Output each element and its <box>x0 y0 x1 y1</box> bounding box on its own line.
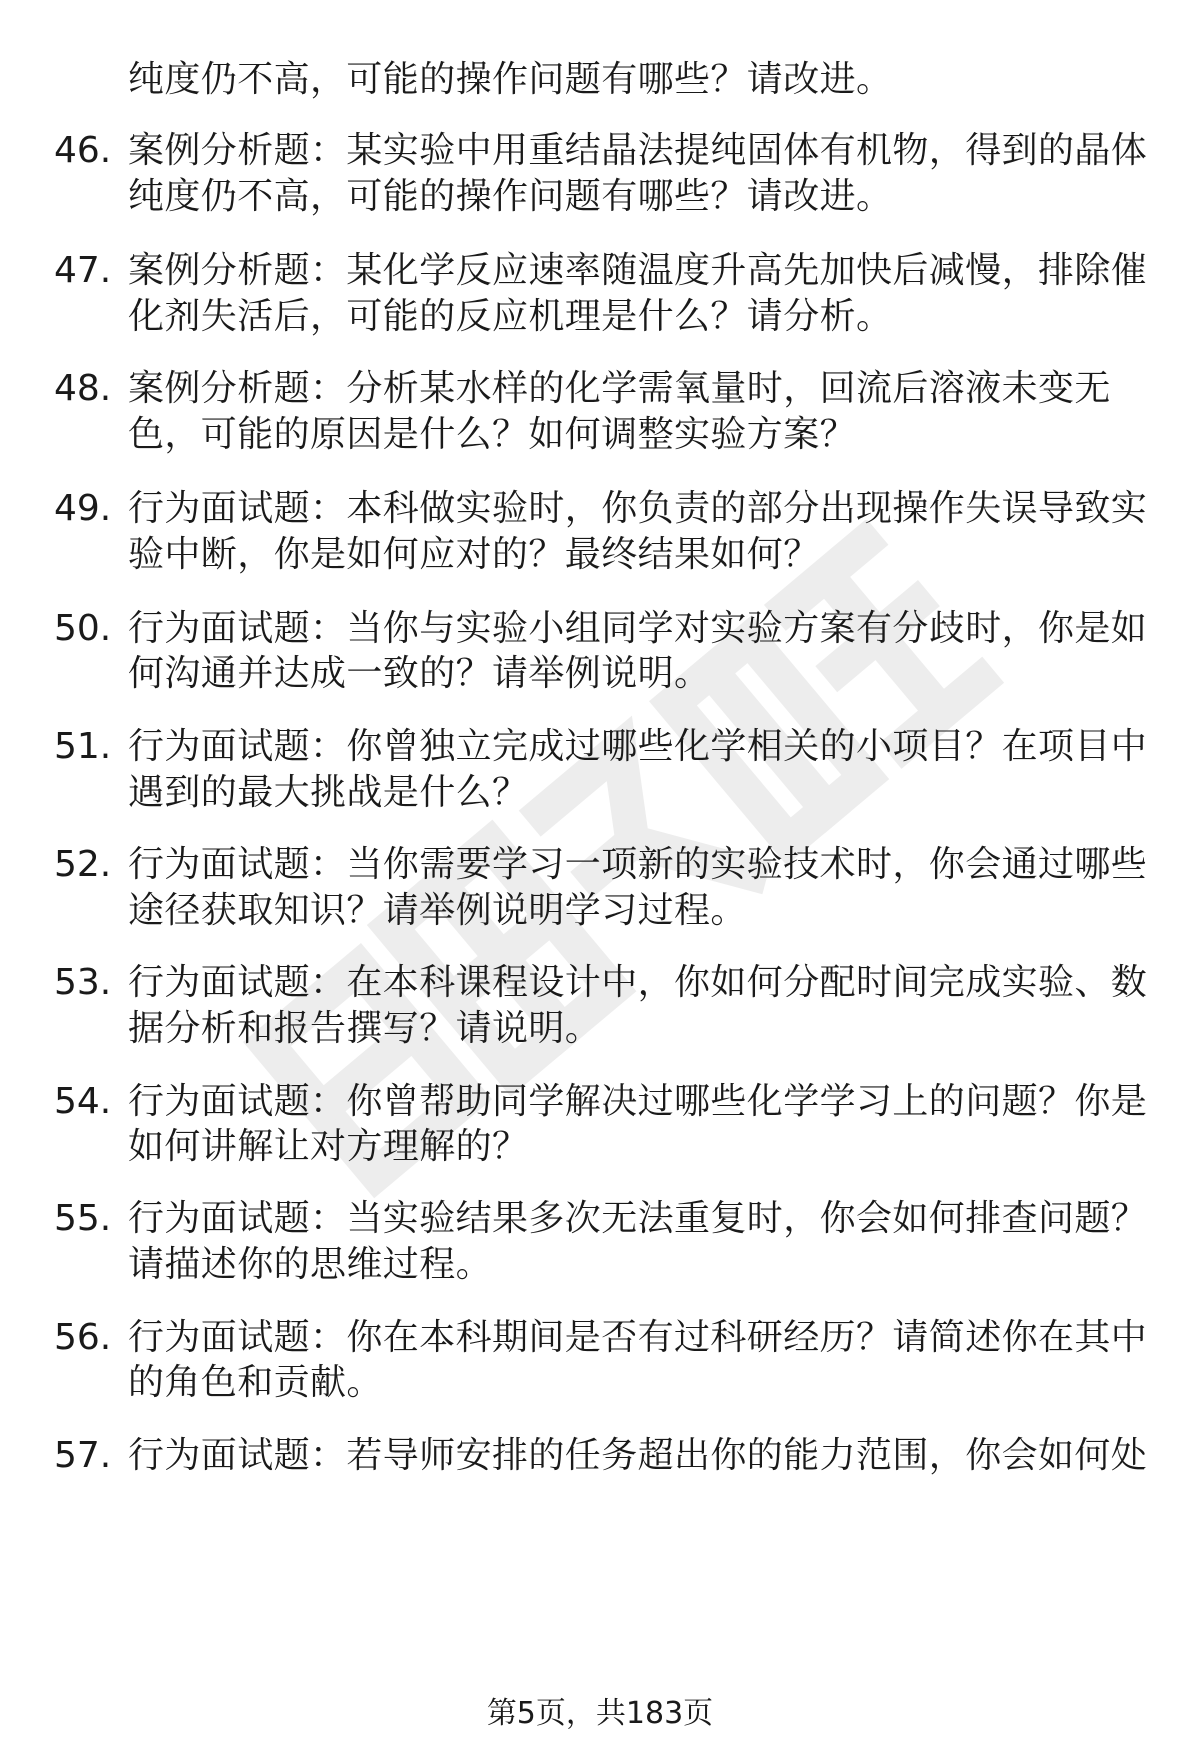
question-text-line: 据分析和报告撰写？请说明。 <box>128 1008 602 1049</box>
question-text-line: 行为面试题：你在本科期间是否有过科研经历？请简述你在其中 <box>128 1317 1148 1358</box>
question-number: 51. <box>54 726 112 767</box>
question-text-line: 的角色和贡献。 <box>128 1362 383 1403</box>
question-text-line: 行为面试题：本科做实验时，你负责的部分出现操作失误导致实 <box>128 488 1148 529</box>
continued-question-line: 纯度仍不高，可能的操作问题有哪些？请改进。 <box>128 59 893 100</box>
question-text-line: 案例分析题：某实验中用重结晶法提纯固体有机物，得到的晶体 <box>128 130 1148 171</box>
question-text-line: 案例分析题：分析某水样的化学需氧量时，回流后溶液未变无 <box>128 368 1111 409</box>
question-text-line: 行为面试题：当实验结果多次无法重复时，你会如何排查问题？ <box>128 1198 1148 1239</box>
question-text-line: 行为面试题：在本科课程设计中，你如何分配时间完成实验、数 <box>128 962 1148 1003</box>
question-number: 54. <box>54 1081 112 1122</box>
question-text-line: 纯度仍不高，可能的操作问题有哪些？请改进。 <box>128 176 893 217</box>
question-text-line: 何沟通并达成一致的？请举例说明。 <box>128 653 711 694</box>
question-text-line: 色，可能的原因是什么？如何调整实验方案？ <box>128 414 857 455</box>
question-number: 48. <box>54 368 112 409</box>
question-text-line: 请描述你的思维过程。 <box>128 1244 493 1285</box>
question-text-line: 行为面试题：当你需要学习一项新的实验技术时，你会通过哪些 <box>128 844 1148 885</box>
question-text-line: 验中断，你是如何应对的？最终结果如何？ <box>128 534 820 575</box>
question-text-line: 化剂失活后，可能的反应机理是什么？请分析。 <box>128 296 893 337</box>
question-number: 46. <box>54 130 112 171</box>
question-text-line: 行为面试题：你曾帮助同学解决过哪些化学学习上的问题？你是 <box>128 1081 1148 1122</box>
question-number: 52. <box>54 844 112 885</box>
question-number: 49. <box>54 488 112 529</box>
question-text-line: 遇到的最大挑战是什么？ <box>128 772 529 813</box>
question-text-line: 案例分析题：某化学反应速率随温度升高先加快后减慢，排除催 <box>128 250 1148 291</box>
question-text-line: 如何讲解让对方理解的？ <box>128 1126 529 1167</box>
question-text-line: 行为面试题：若导师安排的任务超出你的能力范围，你会如何处 <box>128 1435 1148 1476</box>
question-number: 57. <box>54 1435 112 1476</box>
question-number: 56. <box>54 1317 112 1358</box>
question-text-line: 行为面试题：当你与实验小组同学对实验方案有分歧时，你是如 <box>128 608 1148 649</box>
page-footer: 第5页，共183页 <box>486 1696 714 1731</box>
question-text-line: 途径获取知识？请举例说明学习过程。 <box>128 890 747 931</box>
question-text-line: 行为面试题：你曾独立完成过哪些化学相关的小项目？在项目中 <box>128 726 1148 767</box>
question-number: 55. <box>54 1198 112 1239</box>
question-number: 53. <box>54 962 112 1003</box>
question-number: 47. <box>54 250 112 291</box>
question-number: 50. <box>54 608 112 649</box>
